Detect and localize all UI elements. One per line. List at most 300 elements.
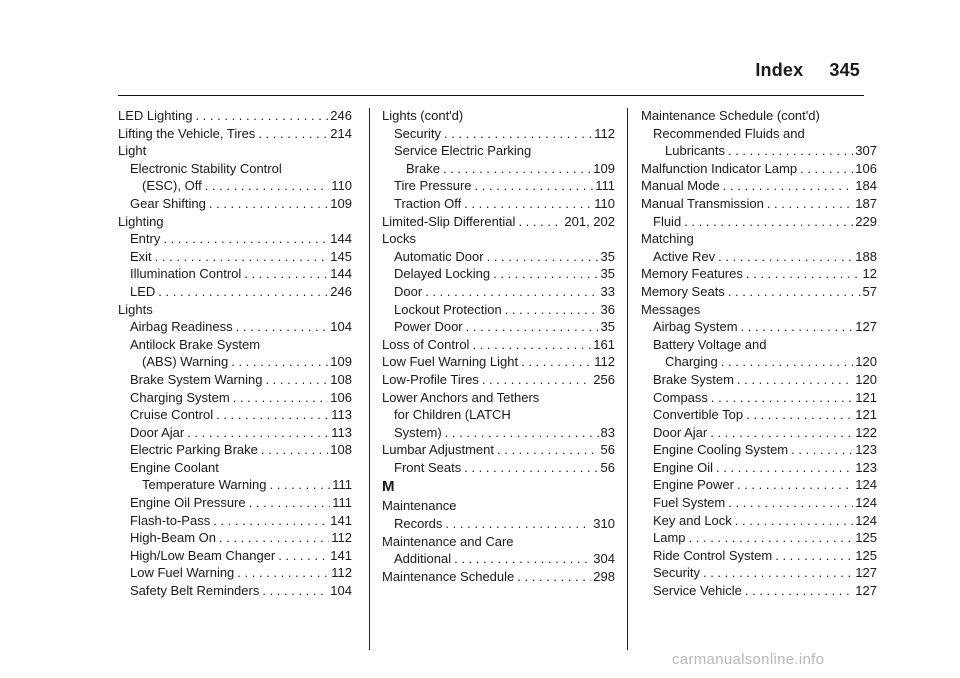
entry-page-number: 307 [855,143,877,159]
dot-leader [518,213,562,231]
index-entry [382,371,615,389]
entry-page-number: 120 [855,354,877,370]
entry-page-number: 144 [330,231,352,247]
dot-leader [236,318,329,336]
entry-page-number: 246 [330,108,352,123]
index-entry [118,283,352,301]
entry-term: Records [394,516,443,532]
entry-term: Service Vehicle [653,583,742,599]
entry-term: Temperature Warning [142,477,267,493]
entry-page-number: 104 [330,583,352,599]
entry-page-number: 111 [332,477,352,493]
entry-page-number: 124 [855,512,877,528]
entry-page-number: 201, 202 [564,213,615,229]
dot-leader [728,283,861,301]
entry-term: Low Fuel Warning Light [382,354,519,370]
entry-term: Entry [130,231,161,247]
dot-leader [728,494,853,512]
dot-leader [249,494,331,512]
entry-page-number: 33 [600,283,615,299]
entry-term: Airbag System [653,319,738,335]
entry-term: Door [394,283,423,299]
entry-term: Lockout Protection [394,301,502,317]
entry-term: Convertible Top [653,407,744,423]
index-entry [382,441,615,459]
dot-leader [163,230,328,248]
index-entry [118,336,352,354]
entry-term: Limited-Slip Differential [382,213,516,229]
dot-leader [262,582,328,600]
entry-page-number: 106 [855,160,877,176]
index-entry [382,406,615,424]
entry-term: Maintenance [382,498,457,514]
index-entry [641,353,877,371]
index-column-3 [641,107,877,600]
index-entry [382,160,615,178]
entry-term: High-Beam On [130,530,216,546]
entry-page-number: 161 [593,336,615,352]
index-entry [118,353,352,371]
dot-leader [517,568,591,586]
index-entry [641,213,877,231]
entry-term: Malfunction Indicator Lamp [641,160,798,176]
entry-page-number: 112 [331,530,352,546]
entry-page-number: 229 [855,213,877,229]
entry-term: Lamp [653,530,686,546]
entry-page-number: 214 [330,125,352,141]
entry-term: Low-Profile Tires [382,371,479,387]
entry-term: Ride Control System [653,547,773,563]
index-entry [118,512,352,530]
index-entry [118,371,352,389]
column-divider [627,108,628,650]
dot-leader [464,459,598,477]
entry-term: Security [653,565,700,581]
entry-term: Lighting [118,213,164,229]
entry-page-number: 141 [330,512,352,528]
entry-page-number: 187 [855,195,877,211]
entry-term: Engine Oil Pressure [130,495,246,511]
entry-page-number: 304 [593,551,615,567]
index-entry [118,265,352,283]
entry-term: Lubricants [665,143,725,159]
dot-leader [737,371,853,389]
dot-leader [237,564,329,582]
dot-leader [716,459,853,477]
entry-term: Fuel System [653,495,726,511]
entry-page-number: 123 [855,459,877,475]
index-entry [641,265,877,283]
dot-leader [466,318,599,336]
entry-term: Active Rev [653,248,716,264]
entry-term: Delayed Locking [394,266,491,282]
entry-page-number: 12 [862,266,877,282]
index-entry [118,160,352,178]
index-title: Index [755,60,804,80]
entry-term: Memory Seats [641,283,725,299]
entry-term: Power Door [394,319,463,335]
entry-page-number: 256 [593,371,615,387]
entry-term: Loss of Control [382,336,470,352]
entry-page-number: 122 [855,424,877,440]
entry-page-number: 104 [330,319,352,335]
entry-term: Front Seats [394,459,462,475]
entry-term: Lumbar Adjustment [382,442,495,458]
entry-term: Tire Pressure [394,178,472,194]
dot-leader [710,424,853,442]
index-entry [641,248,877,266]
dot-leader [158,283,328,301]
dot-leader [213,512,328,530]
header-rule [118,95,864,96]
entry-term: Engine Oil [653,459,713,475]
entry-term: Door Ajar [130,424,185,440]
index-entry [118,177,352,195]
dot-leader [443,160,591,178]
dot-leader [475,177,594,195]
index-entry [118,142,352,160]
entry-page-number: 125 [855,547,877,563]
entry-page-number: 310 [593,516,615,532]
entry-page-number: 112 [331,565,352,581]
entry-term: Engine Coolant [130,459,219,475]
entry-page-number: 125 [855,530,877,546]
index-entry [382,195,615,213]
dot-leader [721,353,854,371]
dot-leader [425,283,598,301]
index-entry [382,515,615,533]
dot-leader [689,529,854,547]
index-entry [641,441,877,459]
index-entry [382,568,615,586]
entry-term: Traction Off [394,195,462,211]
index-entry [641,283,877,301]
section-letter: M [382,478,395,496]
index-entry [118,248,352,266]
index-entry [641,424,877,442]
dot-leader [711,389,853,407]
entry-page-number: 110 [594,195,615,211]
index-entry [382,265,615,283]
index-entry [118,529,352,547]
index-entry [641,512,877,530]
index-column-2 [382,107,615,585]
entry-term: Lifting the Vehicle, Tires [118,125,256,141]
entry-term: Manual Mode [641,178,720,194]
index-entry [641,547,877,565]
index-entry [641,564,877,582]
entry-term: Service Electric Parking [394,143,532,159]
index-entry [118,459,352,477]
entry-term: Lights [118,301,153,317]
entry-page-number: 35 [600,266,615,282]
entry-page-number: 124 [855,495,877,511]
entry-term: Electronic Stability Control [130,160,282,176]
entry-page-number: 188 [855,248,877,264]
index-entry [641,336,877,354]
entry-term: Antilock Brake System [130,336,261,352]
entry-term: Safety Belt Reminders [130,583,260,599]
index-entry [382,248,615,266]
dot-leader [493,265,598,283]
entry-term: Messages [641,301,701,317]
entry-term: LED [130,283,156,299]
dot-leader [521,353,592,371]
index-entry [118,564,352,582]
dot-leader [278,547,328,565]
dot-leader [746,406,853,424]
index-entry [118,441,352,459]
entry-term: Matching [641,231,694,247]
entry-page-number: 127 [855,583,877,599]
dot-leader [261,441,328,459]
dot-leader [233,389,329,407]
index-entry [641,582,877,600]
entry-page-number: 109 [330,195,352,211]
page-number: 345 [829,60,860,80]
index-entry [641,529,877,547]
entry-page-number: 108 [330,371,352,387]
watermark: carmanualsonline.info [672,651,825,668]
index-entry [382,125,615,143]
dot-leader [737,476,853,494]
entry-term: Maintenance Schedule [382,568,515,584]
entry-page-number: 83 [600,424,615,440]
entry-page-number: 127 [855,319,877,335]
entry-term: Charging [665,354,718,370]
entry-page-number: 144 [330,266,352,282]
entry-term: Manual Transmission [641,195,764,211]
index-column-1 [118,107,352,600]
entry-term: Lower Anchors and Tethers [382,389,540,405]
index-entry [641,230,877,248]
entry-term: (ESC), Off [142,178,202,194]
entry-term: Lights (cont'd) [382,108,464,123]
entry-term: Fluid [653,213,682,229]
dot-leader [472,336,591,354]
entry-page-number: 110 [331,178,352,194]
index-entry [118,230,352,248]
index-entry [118,301,352,319]
index-entry [641,494,877,512]
dot-leader [258,125,328,143]
entry-term: Charging System [130,389,230,405]
entry-term: Engine Cooling System [653,442,789,458]
dot-leader [187,424,329,442]
entry-page-number: 113 [331,407,352,423]
dot-leader [444,125,592,143]
index-entry [641,406,877,424]
entry-page-number: 120 [855,371,877,387]
entry-term: Airbag Readiness [130,319,233,335]
entry-page-number: 36 [600,301,615,317]
index-entry [118,125,352,143]
index-entry [641,160,877,178]
entry-page-number: 246 [330,283,352,299]
index-entry [118,547,352,565]
entry-page-number: 35 [600,248,615,264]
index-entry [382,318,615,336]
entry-term: Brake System Warning [130,371,263,387]
dot-leader [487,248,599,266]
column-divider [369,108,370,650]
entry-term: System) [394,424,442,440]
index-entry [382,213,615,231]
dot-leader [728,142,853,160]
index-entry [641,195,877,213]
dot-leader [718,248,853,266]
index-entry [382,424,615,442]
dot-leader [205,177,330,195]
entry-page-number: 141 [330,547,352,563]
entry-page-number: 108 [330,442,352,458]
dot-leader [745,582,853,600]
entry-page-number: 113 [331,424,352,440]
index-entry [382,533,615,551]
index-entry [382,230,615,248]
index-entry [641,389,877,407]
index-entry [118,213,352,231]
entry-page-number: 127 [855,565,877,581]
entry-term: Maintenance and Care [382,533,514,549]
entry-page-number: 184 [855,178,877,194]
index-entry [382,353,615,371]
index-entry [118,406,352,424]
entry-term: Automatic Door [394,248,484,264]
entry-term: Low Fuel Warning [130,565,235,581]
dot-leader [746,265,861,283]
index-entry [641,107,877,125]
dot-leader [219,529,329,547]
dot-leader [454,550,591,568]
index-entry [382,177,615,195]
dot-leader [265,371,328,389]
index-entry [382,107,615,125]
dot-leader [497,441,599,459]
dot-leader [216,406,329,424]
index-entry [641,459,877,477]
entry-term: Battery Voltage and [653,336,767,352]
entry-term: Memory Features [641,266,743,282]
entry-page-number: 112 [594,354,615,370]
entry-page-number: 111 [595,178,615,194]
index-entry [118,424,352,442]
index-entry [382,497,615,515]
entry-page-number: 124 [855,477,877,493]
entry-term: Door Ajar [653,424,708,440]
entry-page-number: 106 [330,389,352,405]
entry-term: Maintenance Schedule (cont'd) [641,108,820,123]
index-entry [641,125,877,143]
entry-page-number: 121 [855,407,877,423]
entry-term: for Children (LATCH [394,407,511,423]
page-header [755,60,860,81]
dot-leader [445,424,599,442]
index-entry [382,550,615,568]
dot-leader [703,564,853,582]
index-entry [382,142,615,160]
index-entry [382,459,615,477]
dot-leader [209,195,328,213]
entry-page-number: 111 [332,495,352,511]
dot-leader [791,441,853,459]
index-entry [118,318,352,336]
entry-page-number: 109 [330,354,352,370]
dot-leader [155,248,329,266]
entry-page-number: 121 [855,389,877,405]
entry-term: Key and Lock [653,512,732,528]
index-entry [382,336,615,354]
index-entry [118,389,352,407]
index-entry [118,494,352,512]
entry-term: High/Low Beam Changer [130,547,276,563]
entry-term: Locks [382,231,416,247]
entry-page-number: 56 [600,459,615,475]
index-entry [641,476,877,494]
dot-leader [482,371,591,389]
index-entry [118,582,352,600]
dot-leader [800,160,853,178]
index-entry [641,177,877,195]
dot-leader [231,353,328,371]
entry-page-number: 298 [593,568,615,584]
entry-page-number: 145 [330,248,352,264]
dot-leader [684,213,853,231]
entry-term: Electric Parking Brake [130,442,258,458]
entry-term: Exit [130,248,152,264]
entry-term: Brake System [653,371,734,387]
dot-leader [735,512,854,530]
entry-page-number: 56 [600,442,615,458]
entry-term: Additional [394,551,452,567]
entry-term: LED Lighting [118,108,193,123]
entry-term: Recommended Fluids and [653,125,805,141]
index-entry [382,283,615,301]
entry-term: Cruise Control [130,407,214,423]
dot-leader [270,476,331,494]
entry-page-number: 112 [594,125,615,141]
index-entry [118,195,352,213]
entry-term: Flash-to-Pass [130,512,211,528]
entry-page-number: 109 [593,160,615,176]
index-entry [382,301,615,319]
index-entry [641,301,877,319]
entry-term: Light [118,143,147,159]
dot-leader [723,177,854,195]
entry-page-number: 35 [600,319,615,335]
dot-leader [244,265,328,283]
entry-term: Engine Power [653,477,734,493]
index-entry [641,318,877,336]
dot-leader [445,515,591,533]
entry-page-number: 123 [855,442,877,458]
entry-page-number: 57 [862,283,877,299]
dot-leader [767,195,853,213]
entry-term: (ABS) Warning [142,354,229,370]
entry-term: Compass [653,389,708,405]
dot-leader [505,301,599,319]
index-entry [118,107,352,125]
dot-leader [775,547,853,565]
index-entry [118,476,352,494]
index-entry [641,371,877,389]
entry-term: Gear Shifting [130,195,206,211]
entry-term: Illumination Control [130,266,242,282]
dot-leader [741,318,854,336]
dot-leader [195,107,328,125]
dot-leader [464,195,592,213]
index-entry [382,389,615,407]
